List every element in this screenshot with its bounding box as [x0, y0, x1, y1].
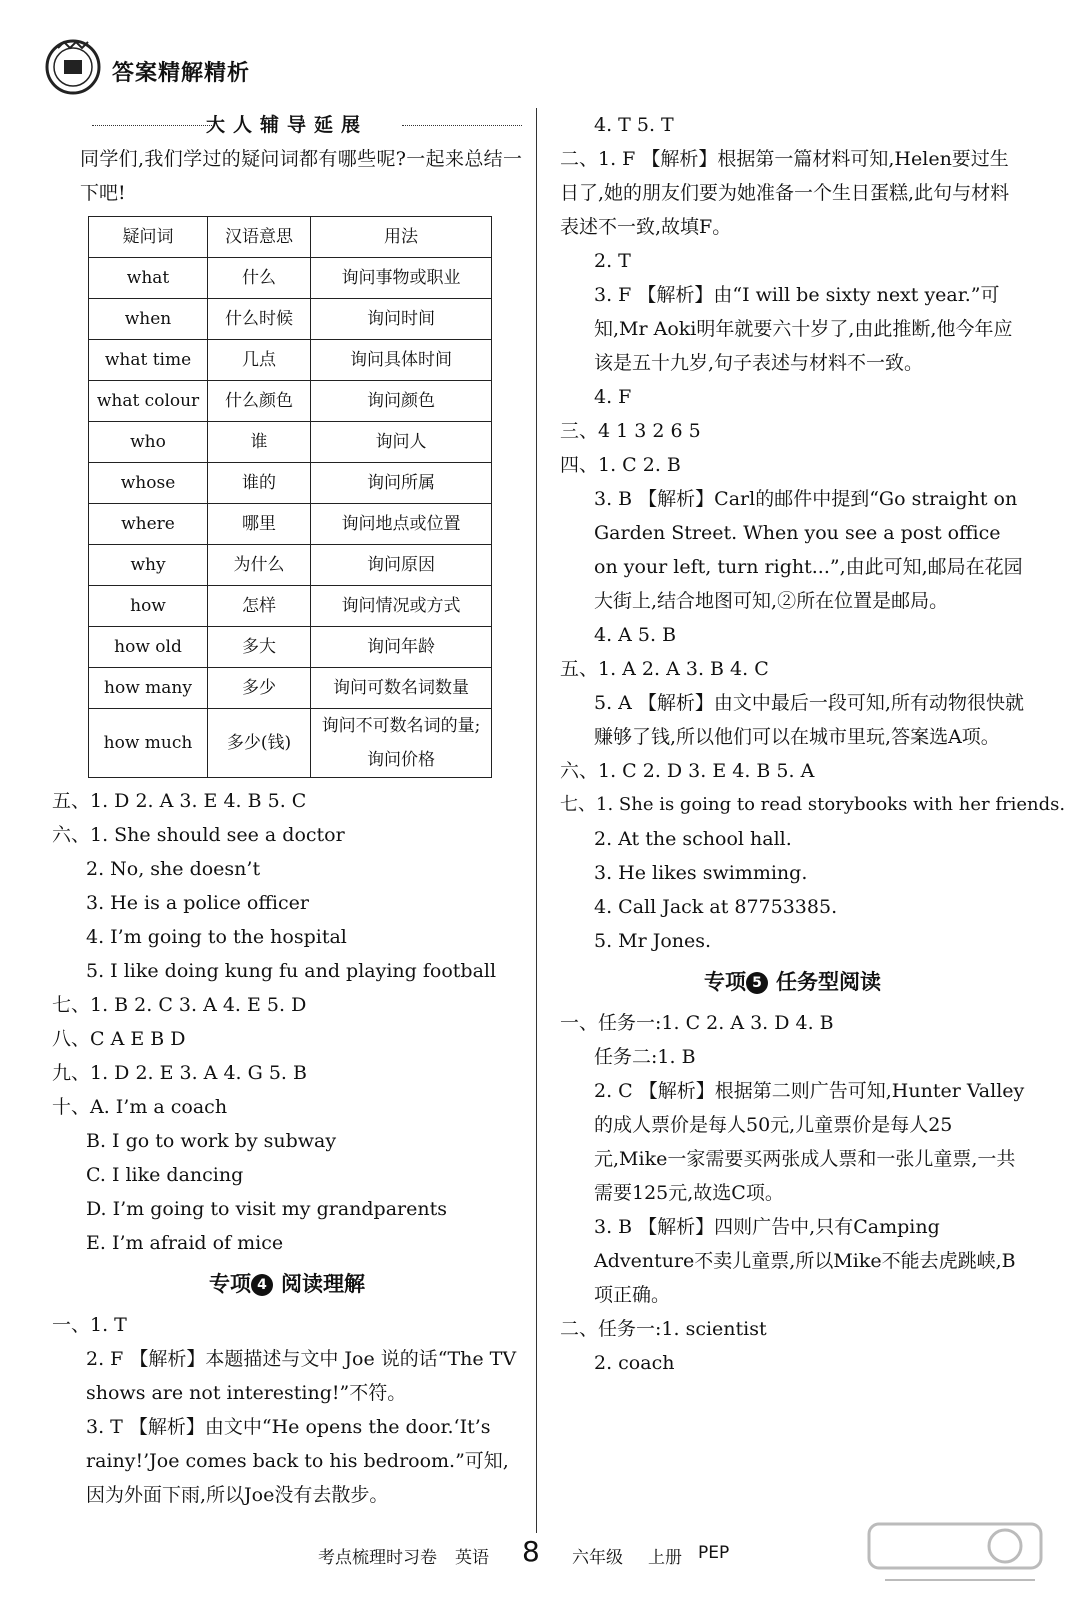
table-row [89, 258, 492, 299]
footer-volume: 上册 [648, 1548, 682, 1568]
table-cell: who [89, 422, 208, 463]
answer-line: 3. B 【解析】Carl的邮件中提到“Go straight on Garden Street. When you see a post office on your left, turn right...”,由此可知,邮局在花园大街上,结合地图可知,②所在位置是邮局。 [594, 488, 1023, 612]
footer-edition: PEP [698, 1543, 730, 1563]
table-row [89, 340, 492, 381]
page-number: 8 [522, 1535, 540, 1568]
table-row [89, 668, 492, 709]
table-cell: 询问颜色 [311, 381, 492, 422]
table-cell: 询问可数名词数量 [311, 668, 492, 709]
table-cell: how old [89, 627, 208, 668]
answer-line: C. I like dancing [86, 1164, 244, 1186]
table-row [89, 299, 492, 340]
question-word-table [88, 216, 492, 778]
table-cell: 询问人 [311, 422, 492, 463]
table-cell: 谁 [208, 422, 311, 463]
answer-line: 五、1. D 2. A 3. E 4. B 5. C [52, 790, 307, 812]
answer-line: 3. T 【解析】由文中“He opens the door.‘It’s rainy!’Joe comes back to his bedroom.”可知,因为外面下雨,所以Joe没有去散步。 [86, 1416, 509, 1506]
table-row [89, 463, 492, 504]
table-cell: 怎样 [208, 586, 311, 627]
answer-line: 六、1. She should see a doctor [52, 824, 345, 846]
answer-line: 十、A. I’m a coach [52, 1096, 228, 1118]
right-column [560, 108, 1065, 1380]
table-cell: how [89, 586, 208, 627]
table-cell: how many [89, 668, 208, 709]
answer-line: 5. I like doing kung fu and playing football [86, 960, 497, 982]
answer-line: 3. He likes swimming. [594, 862, 808, 884]
table-cell: 多少(钱) [208, 709, 311, 778]
table-row [89, 381, 492, 422]
table-cell: 哪里 [208, 504, 311, 545]
extend-title: 大人辅导延展 [52, 108, 522, 142]
answer-line: 4. Call Jack at 87753385. [594, 896, 838, 918]
table-cell: 询问具体时间 [311, 340, 492, 381]
section-5-title: 专项 5 任务型阅读 [704, 970, 881, 994]
extend-intro: 同学们,我们学过的疑问词都有哪些呢?一起来总结一下吧! [80, 148, 522, 204]
answer-line: 2. coach [594, 1352, 675, 1374]
answer-line: 2. T [594, 250, 631, 272]
table-cell: 询问地点或位置 [311, 504, 492, 545]
answer-line: 3. F 【解析】由“I will be sixty next year.”可知,Mr Aoki明年就要六十岁了,由此推断,他今年应该是五十九岁,句子表述与材料不一致。 [594, 284, 1013, 374]
table-cell: what colour [89, 381, 208, 422]
answer-line: 五、1. A 2. A 3. B 4. C [560, 658, 769, 680]
table-cell: 多少 [208, 668, 311, 709]
section-number-icon: 4 [251, 1274, 273, 1296]
left-column [52, 108, 522, 1512]
brand-logo-icon [44, 38, 102, 96]
table-cell: 询问原因 [311, 545, 492, 586]
table-cell: what [89, 258, 208, 299]
table-row [89, 545, 492, 586]
answer-line: 七、1. She is going to read storybooks with her friends. [560, 794, 1065, 815]
table-cell: how much [89, 709, 208, 778]
table-cell: 询问所属 [311, 463, 492, 504]
answer-line: 一、任务一:1. C 2. A 3. D 4. B [560, 1012, 834, 1034]
answer-line: 4. I’m going to the hospital [86, 926, 347, 948]
table-cell: 询问年龄 [311, 627, 492, 668]
table-row [89, 627, 492, 668]
table-row [89, 422, 492, 463]
answer-line: 3. He is a police officer [86, 892, 309, 914]
table-row [89, 586, 492, 627]
footer-grade: 六年级 [572, 1548, 623, 1568]
answer-line: 2. F 【解析】本题描述与文中 Joe 说的话“The TV shows are not interesting!”不符。 [86, 1348, 517, 1404]
table-header-cell: 疑问词 [89, 217, 208, 258]
section-number-icon: 5 [746, 972, 768, 994]
answer-line: 六、1. C 2. D 3. E 4. B 5. A [560, 760, 815, 782]
table-cell: 什么 [208, 258, 311, 299]
table-cell: whose [89, 463, 208, 504]
footer-subject: 英语 [455, 1548, 489, 1568]
answer-line: 任务二:1. B [594, 1046, 696, 1068]
answer-line: 二、任务一:1. scientist [560, 1318, 767, 1340]
table-cell: 询问不可数名词的量;询问价格 [311, 709, 492, 778]
answer-line: 四、1. C 2. B [560, 454, 681, 476]
table-cell: 询问情况或方式 [311, 586, 492, 627]
table-cell: where [89, 504, 208, 545]
table-cell: when [89, 299, 208, 340]
answer-line: 二、1. F 【解析】根据第一篇材料可知,Helen要过生日了,她的朋友们要为她准备一个生日蛋糕,此句与材料表述不一致,故填F。 [560, 148, 1010, 238]
watermark-icon [865, 1518, 1045, 1588]
table-header-row [89, 217, 492, 258]
table-cell: 询问时间 [311, 299, 492, 340]
table-cell: 多大 [208, 627, 311, 668]
table-header-cell: 汉语意思 [208, 217, 311, 258]
answer-line: 5. Mr Jones. [594, 930, 712, 952]
answer-line: 三、4 1 3 2 6 5 [560, 420, 701, 442]
answer-line: 2. At the school hall. [594, 828, 792, 850]
table-row [89, 504, 492, 545]
table-cell: what time [89, 340, 208, 381]
header-title: 答案精解精析 [112, 61, 251, 86]
answer-line: 2. C 【解析】根据第二则广告可知,Hunter Valley的成人票价是每人50元,儿童票价是每人25元,Mike一家需要买两张成人票和一张儿童票,一共需要125元,故选C项。 [594, 1080, 1025, 1204]
answer-line: 八、C A E B D [52, 1028, 186, 1050]
table-cell: 为什么 [208, 545, 311, 586]
answer-line: 4. A 5. B [594, 624, 677, 646]
column-divider [536, 108, 537, 1533]
answer-line: 4. F [594, 386, 632, 408]
table-cell: 什么颜色 [208, 381, 311, 422]
table-cell: 询问事物或职业 [311, 258, 492, 299]
page-header [40, 30, 1025, 110]
table-row [89, 709, 492, 778]
answer-line: 5. A 【解析】由文中最后一段可知,所有动物很快就赚够了钱,所以他们可以在城市里玩,答案选A项。 [594, 692, 1024, 748]
answer-line: 九、1. D 2. E 3. A 4. G 5. B [52, 1062, 307, 1084]
table-cell: 什么时候 [208, 299, 311, 340]
table-cell: why [89, 545, 208, 586]
answer-line: B. I go to work by subway [86, 1130, 337, 1152]
table-header-cell: 用法 [311, 217, 492, 258]
answer-line: 3. B 【解析】四则广告中,只有Camping Adventure不卖儿童票,所以Mike不能去虎跳峡,B项正确。 [594, 1216, 1016, 1306]
answer-line: 七、1. B 2. C 3. A 4. E 5. D [52, 994, 307, 1016]
answer-line: 2. No, she doesn’t [86, 858, 261, 880]
answer-line: 4. T 5. T [594, 114, 674, 136]
answer-line: 一、1. T [52, 1314, 127, 1336]
section-4-title: 专项 4 阅读理解 [209, 1272, 365, 1296]
table-cell: 几点 [208, 340, 311, 381]
table-cell: 谁的 [208, 463, 311, 504]
footer-book: 考点梳理时习卷 [318, 1548, 437, 1568]
answer-line: E. I’m afraid of mice [86, 1232, 284, 1254]
answer-line: D. I’m going to visit my grandparents [86, 1198, 447, 1220]
